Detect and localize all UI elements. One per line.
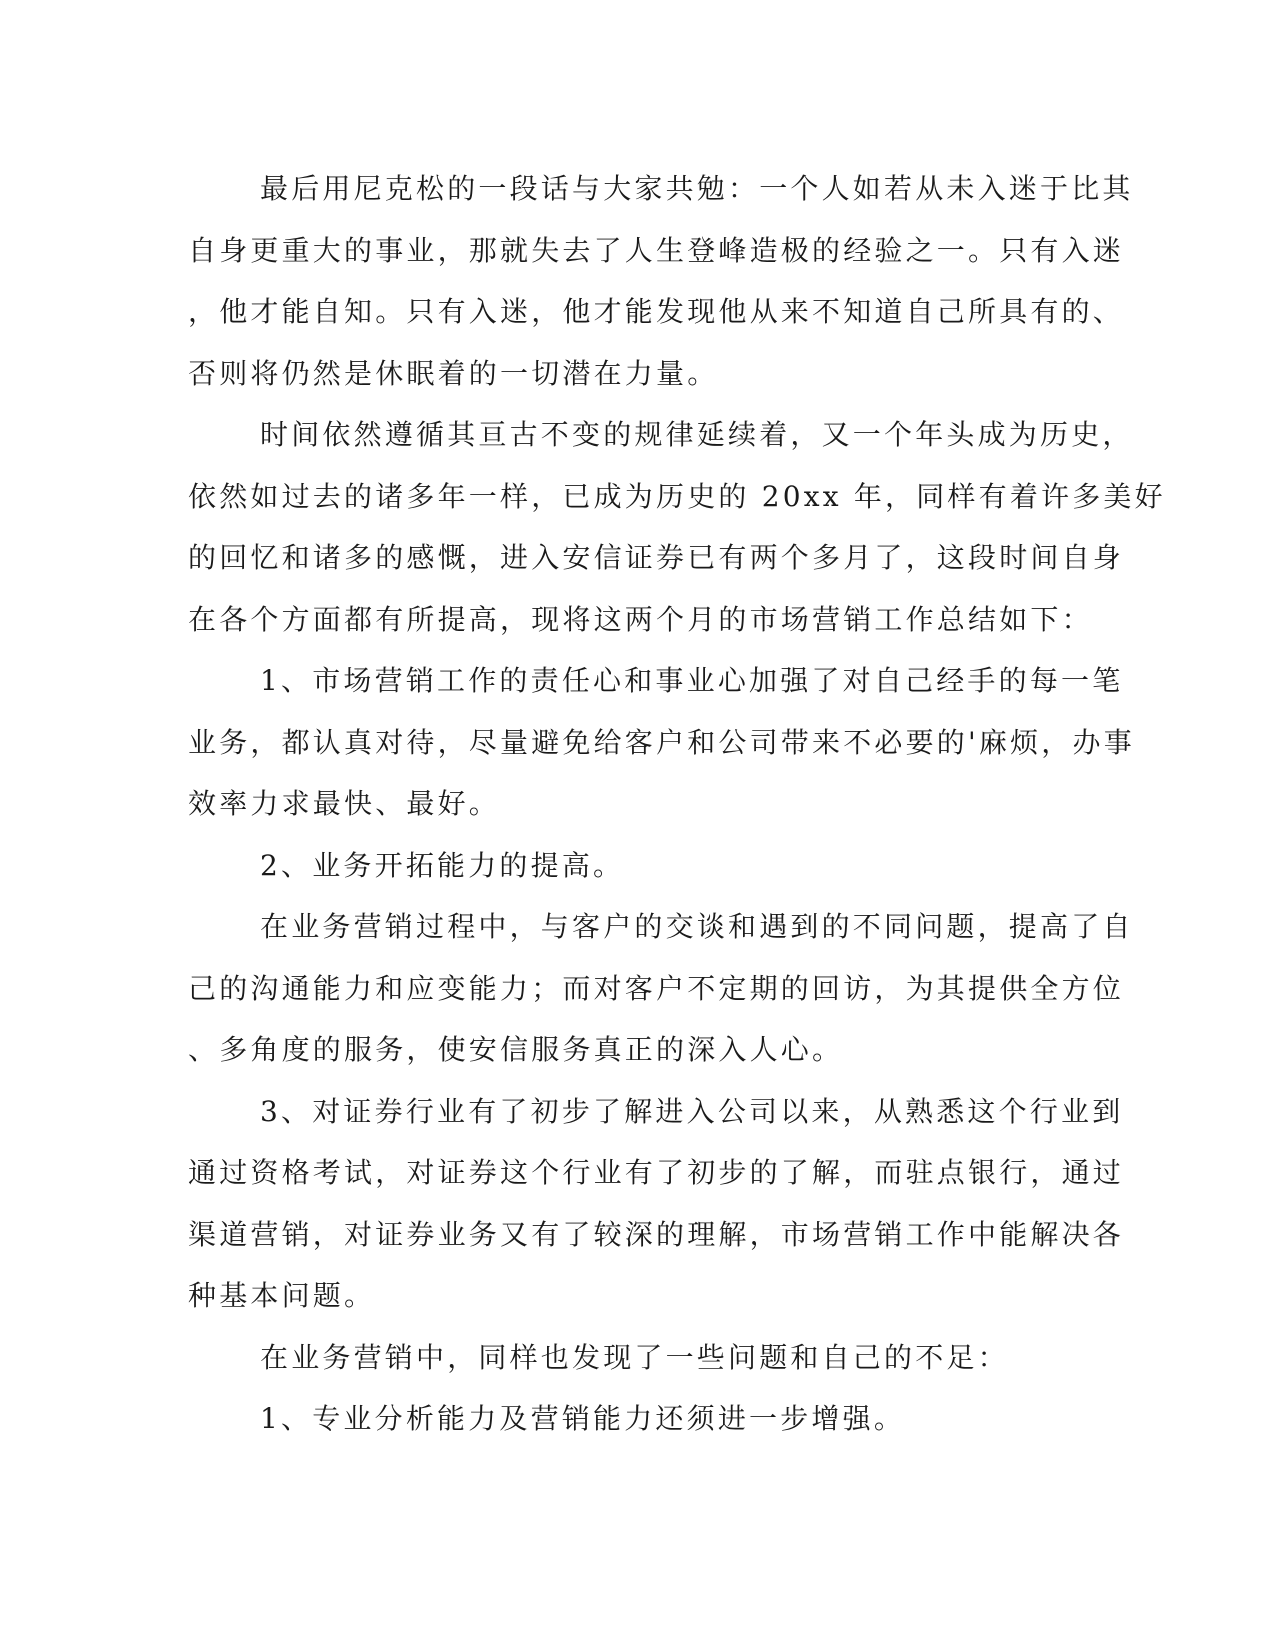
text-line: 在业务营销中，同样也发现了一些问题和自己的不足： [260,1340,1009,1374]
text-line: 业务，都认真对待，尽量避免给客户和公司带来不必要的'麻烦，办事 [188,725,1135,759]
text-line: 1、专业分析能力及营销能力还须进一步增强。 [260,1402,906,1435]
text-line: 1、市场营销工作的责任心和事业心加强了对自己经手的每一笔 [260,664,1124,697]
text-line: ，他才能自知。只有入迷，他才能发现他从来不知道自己所具有的、 [188,295,1125,328]
text-line: 、多角度的服务，使安信服务真正的深入人心。 [188,1033,844,1066]
text-line: 渠道营销，对证券业务又有了较深的理解，市场营销工作中能解决各 [188,1217,1125,1251]
text-line: 在业务营销过程中，与客户的交谈和遇到的不同问题，提高了自 [260,910,1134,943]
text-line: 否则将仍然是休眠着的一切潜在力量。 [188,356,719,390]
document-body [188,158,1166,1450]
text-line: 的回忆和诸多的感慨，进入安信证券已有两个多月了，这段时间自身 [188,541,1125,574]
text-line: 依然如过去的诸多年一样，已成为历史的 20xx 年，同样有着许多美好 [188,479,1166,513]
text-line: 时间依然遵循其亘古不变的规律延续着，又一个年头成为历史， [260,418,1134,451]
text-line: 自身更重大的事业，那就失去了人生登峰造极的经验之一。只有入迷 [188,233,1125,267]
text-line: 最后用尼克松的一段话与大家共勉：一个人如若从未入迷于比其 [260,172,1134,205]
text-line: 在各个方面都有所提高，现将这两个月的市场营销工作总结如下： [188,602,1093,636]
text-line: 通过资格考试，对证券这个行业有了初步的了解，而驻点银行，通过 [188,1156,1125,1189]
text-line: 效率力求最快、最好。 [188,787,501,820]
text-line: 己的沟通能力和应变能力；而对客户不定期的回访，为其提供全方位 [188,971,1125,1005]
text-line: 种基本问题。 [188,1279,376,1312]
text-line: 2、业务开拓能力的提高。 [260,848,625,882]
text-line: 3、对证券行业有了初步了解进入公司以来，从熟悉这个行业到 [260,1094,1124,1128]
